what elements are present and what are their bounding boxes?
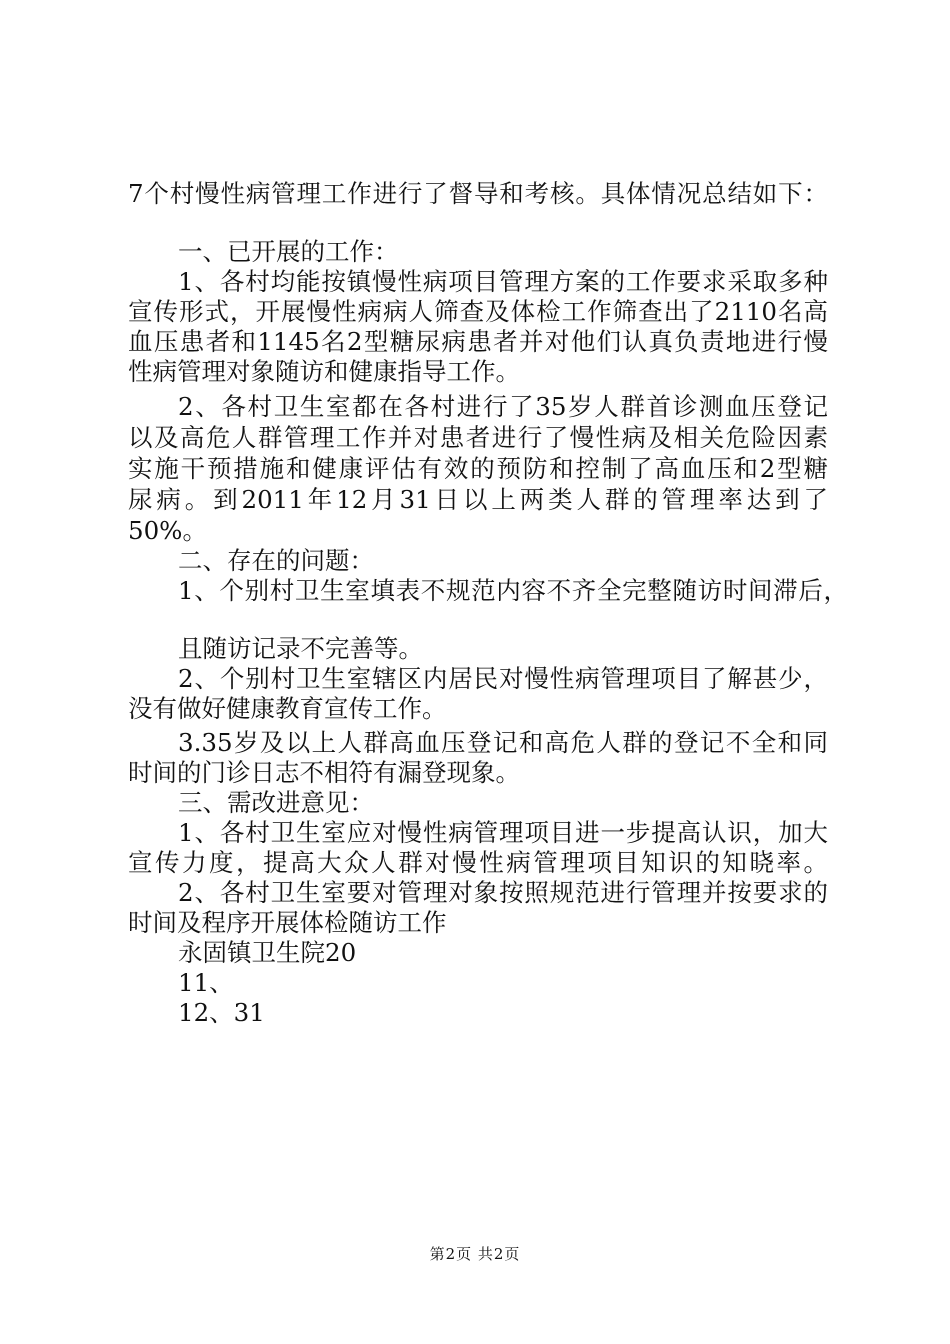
paragraph-line: 实施干预措施和健康评估有效的预防和控制了高血压和2型糖 <box>128 454 828 483</box>
paragraph-line: 2、各村卫生室都在各村进行了35岁人群首诊测血压登记 <box>178 392 828 421</box>
paragraph-line: 尿病。到2011年12月31日以上两类人群的管理率达到了 <box>128 485 828 514</box>
intro-line: 7个村慢性病管理工作进行了督导和考核。具体情况总结如下： <box>128 179 828 208</box>
paragraph-line: 2、个别村卫生室辖区内居民对慢性病管理项目了解甚少， <box>178 664 828 693</box>
paragraph-line: 宣传形式，开展慢性病病人筛查及体检工作筛查出了2110名高 <box>128 297 828 326</box>
date-line: 11、 <box>178 968 234 997</box>
paragraph-line: 2、各村卫生室要对管理对象按照规范进行管理并按要求的 <box>178 878 828 907</box>
paragraph-line: 3.35岁及以上人群高血压登记和高危人群的登记不全和同 <box>178 728 828 757</box>
paragraph-line: 1、各村卫生室应对慢性病管理项目进一步提高认识，加大 <box>178 818 828 847</box>
section-heading-1: 一、已开展的工作： <box>178 237 399 266</box>
signature-line: 永固镇卫生院20 <box>178 938 357 967</box>
paragraph-line: 时间及程序开展体检随访工作 <box>128 908 447 937</box>
paragraph-line: 且随访记录不完善等。 <box>178 634 423 663</box>
date-line: 12、31 <box>178 998 265 1027</box>
paragraph-line: 1、个别村卫生室填表不规范内容不齐全完整随访时间滞后， <box>178 576 848 605</box>
section-heading-2: 二、存在的问题： <box>178 546 374 575</box>
paragraph-line: 性病管理对象随访和健康指导工作。 <box>128 357 520 386</box>
paragraph-line: 宣传力度，提高大众人群对慢性病管理项目知识的知晓率。 <box>128 848 828 877</box>
paragraph-line: 时间的门诊日志不相符有漏登现象。 <box>128 758 520 787</box>
paragraph-line: 以及高危人群管理工作并对患者进行了慢性病及相关危险因素 <box>128 423 828 452</box>
page-number-footer: 第2页 共2页 <box>429 1245 521 1263</box>
section-heading-3: 三、需改进意见： <box>178 788 374 817</box>
paragraph-line: 没有做好健康教育宣传工作。 <box>128 694 447 723</box>
paragraph-line: 血压患者和1145名2型糖尿病患者并对他们认真负责地进行慢 <box>128 327 828 356</box>
paragraph-line: 1、各村均能按镇慢性病项目管理方案的工作要求采取多种 <box>178 267 828 296</box>
paragraph-line: 50%。 <box>128 516 207 545</box>
